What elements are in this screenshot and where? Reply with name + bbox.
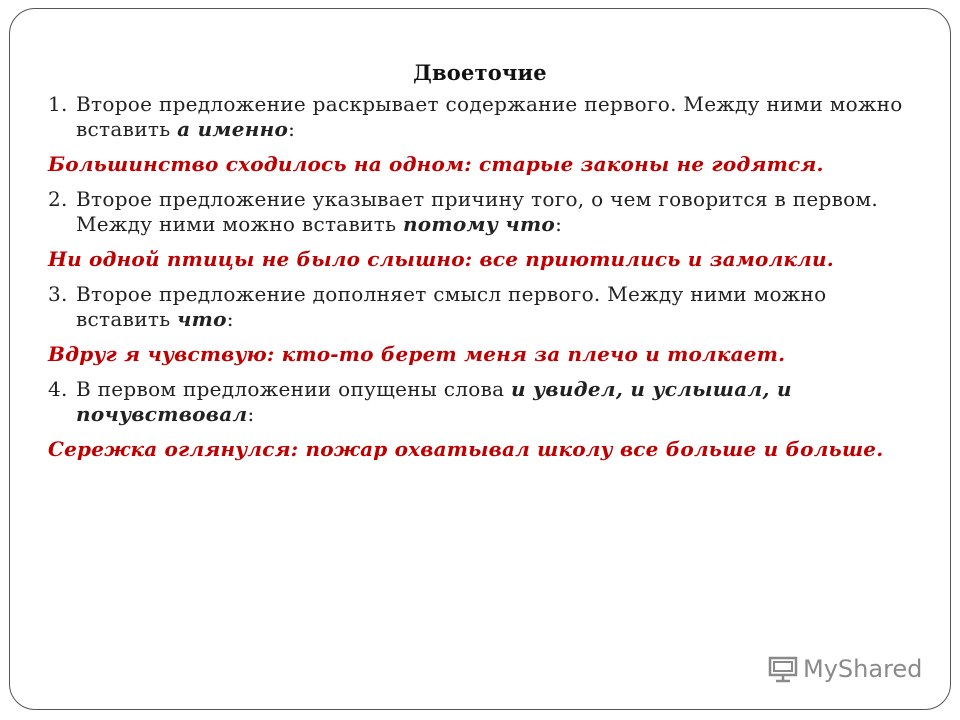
example-sentence-1: Большинство сходилось на одном: старые законы не годятся. [48, 152, 824, 176]
rule-number: 3. [48, 282, 68, 306]
rule-item-2 [48, 187, 918, 237]
rule-item-4 [48, 377, 918, 427]
watermark-text: MyShared [803, 655, 923, 683]
rule-number: 2. [48, 187, 68, 211]
rule-punctuation: : [288, 117, 296, 141]
rule-keyword: что [177, 307, 227, 331]
rule-text: Второе предложение указывает причину того, о чем говорится в первом. Между ними можно вставить [76, 187, 878, 236]
example-sentence-4: Сережка оглянулся: пожар охватывал школу все больше и больше. [48, 437, 884, 461]
example-sentence-2: Ни одной птицы не было слышно: все приютились и замолкли. [48, 247, 834, 271]
example-sentence-3: Вдруг я чувствую: кто-то берет меня за плечо и толкает. [48, 342, 786, 366]
slide-title: Двоеточие [413, 60, 547, 85]
rule-number: 4. [48, 377, 68, 401]
rule-keyword: потому что [402, 212, 556, 236]
rule-punctuation: : [226, 307, 234, 331]
presentation-board-icon [768, 655, 798, 683]
watermark-logo[interactable] [768, 655, 922, 683]
rule-punctuation: : [247, 402, 255, 426]
slide-content [48, 92, 918, 472]
rule-text: Второе предложение дополняет смысл первого. Между ними можно вставить [76, 282, 827, 331]
rule-item-3 [48, 282, 918, 332]
rule-punctuation: : [555, 212, 563, 236]
rule-keyword: а именно [177, 117, 289, 141]
rule-keyword: и увидел, и услышал, и почувствовал [76, 377, 792, 426]
rule-text: Второе предложение раскрывает содержание первого. Между ними можно вставить [76, 92, 903, 141]
rule-number: 1. [48, 92, 68, 116]
rule-text: В первом предложении опущены слова [76, 377, 512, 401]
rule-item-1 [48, 92, 918, 142]
